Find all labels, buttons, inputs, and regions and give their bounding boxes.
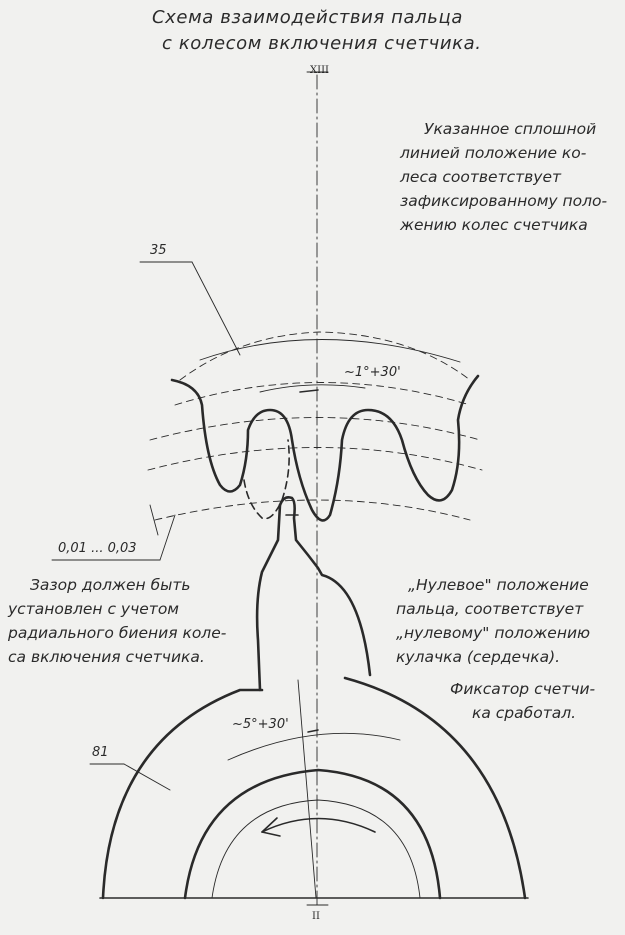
angle-bottom-arrow	[308, 730, 318, 732]
note-fixator-line-2: ка сработал.	[472, 704, 577, 722]
label-gap-value: 0,01 ... 0,03	[58, 541, 137, 556]
note-zero-line-1: „Нулевое" положение	[408, 576, 589, 594]
label-part-81: 81	[92, 745, 109, 760]
note-solid-line-1: Указанное сплошной	[424, 120, 597, 138]
rotation-arrowhead	[262, 818, 280, 836]
finger-axis-line	[298, 680, 316, 898]
note-solid-line-4: зафиксированному поло-	[400, 192, 608, 210]
title-line-2: с колесом включения счетчика.	[162, 33, 482, 54]
label-part-35: 35	[150, 243, 167, 258]
note-gap-line-3: радиального биения коле-	[8, 624, 227, 642]
note-zero-line-3: „нулевому" положению	[396, 624, 591, 642]
note-gap-line-2: установлен с учетом	[8, 600, 179, 618]
part-81-inner-arc	[185, 770, 440, 898]
part-81-inner-arc-2	[212, 800, 420, 898]
angle-top-arrow	[300, 390, 318, 392]
note-fixator-line-1: Фиксатор счетчи-	[450, 680, 596, 698]
finger-left-edge	[257, 505, 280, 690]
wheel-35-arc-2	[175, 383, 470, 406]
note-gap-line-1: Зазор должен быть	[30, 576, 191, 594]
leader-35	[192, 262, 240, 355]
tooth-alt-position	[244, 440, 289, 519]
wheel-35-rim	[200, 339, 460, 362]
title-line-1: Схема взаимодействия пальца	[152, 7, 463, 28]
note-zero-line-4: кулачка (сердечка).	[396, 648, 561, 666]
gap-dim-leader	[160, 515, 175, 560]
note-solid-line-2: линией положение ко-	[400, 144, 587, 162]
note-zero-line-2: пальца, соответствует	[396, 600, 584, 618]
wheel-35-teeth	[172, 376, 478, 520]
note-solid-line-3: леса соответствует	[400, 168, 562, 186]
axis-label-top: XIII	[310, 65, 329, 76]
finger-right-edge	[280, 497, 370, 675]
label-angle-top: ~1°+30'	[344, 365, 401, 380]
wheel-35-arc-3	[150, 418, 480, 441]
axis-label-bottom: II	[312, 911, 320, 922]
angle-bottom-arc	[228, 733, 400, 760]
wheel-35-arc-4	[148, 448, 482, 471]
note-solid-line-5: жению колес счетчика	[400, 216, 588, 234]
note-gap-line-4: са включения счетчика.	[8, 648, 205, 666]
rotation-arrow-arc	[262, 819, 375, 833]
label-angle-bottom: ~5°+30'	[232, 717, 289, 732]
